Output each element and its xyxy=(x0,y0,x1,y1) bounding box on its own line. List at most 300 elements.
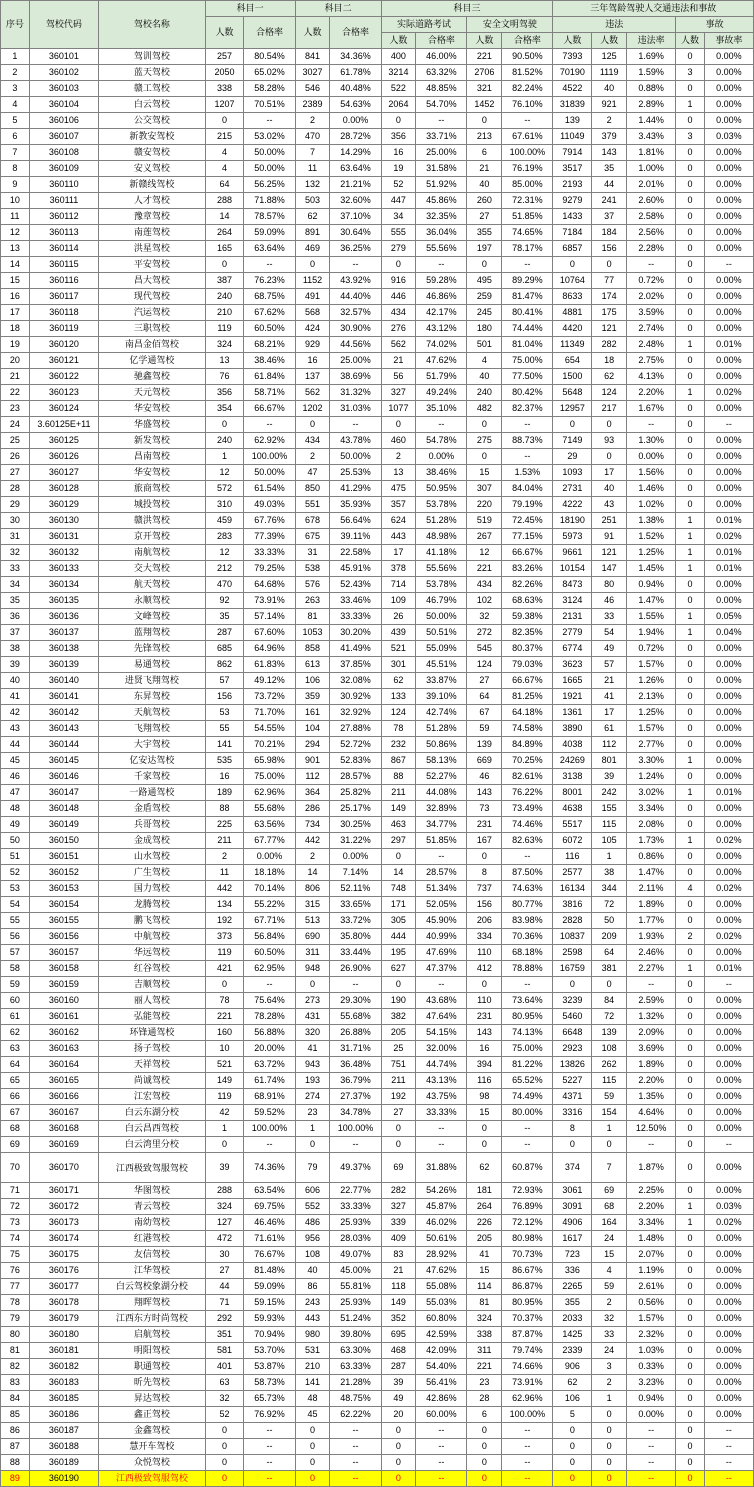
cell-subject1-pass: 62.96% xyxy=(244,785,295,801)
cell-subject1-pass: 63.54% xyxy=(244,1183,295,1199)
table-row[interactable] xyxy=(1,145,754,161)
cell-safe-people: 102 xyxy=(467,593,502,609)
table-row[interactable] xyxy=(1,1407,754,1423)
table-row[interactable] xyxy=(1,241,754,257)
table-row[interactable] xyxy=(1,737,754,753)
cell-safe-pass: 81.52% xyxy=(502,65,553,81)
cell-road-people: 695 xyxy=(381,1327,416,1343)
cell-road-people: 327 xyxy=(381,1199,416,1215)
table-row[interactable] xyxy=(1,49,754,65)
cell-subject1-pass: 59.09% xyxy=(244,225,295,241)
table-row[interactable] xyxy=(1,1057,754,1073)
cell-subject2-people: 47 xyxy=(295,465,330,481)
cell-safe-people: 2706 xyxy=(467,65,502,81)
cell-accident-people: 0 xyxy=(676,1407,705,1423)
cell-index: 71 xyxy=(1,1183,30,1199)
table-row[interactable] xyxy=(1,993,754,1009)
cell-accident-rate: 0.00% xyxy=(704,369,753,385)
cell-accident-rate: 0.00% xyxy=(704,721,753,737)
cell-index: 41 xyxy=(1,689,30,705)
cell-accident-rate: 0.00% xyxy=(704,65,753,81)
cell-subject2-people: 263 xyxy=(295,593,330,609)
table-row[interactable] xyxy=(1,609,754,625)
table-row[interactable] xyxy=(1,865,754,881)
table-row[interactable] xyxy=(1,449,754,465)
cell-accident-rate: 0.01% xyxy=(704,785,753,801)
cell-index: 54 xyxy=(1,897,30,913)
cell-safe-pass: 83.26% xyxy=(502,561,553,577)
cell-road-pass: 31.88% xyxy=(416,1153,467,1183)
table-row[interactable] xyxy=(1,849,754,865)
cell-safe-pass: 64.18% xyxy=(502,705,553,721)
table-row[interactable] xyxy=(1,321,754,337)
cell-road-people: 382 xyxy=(381,1009,416,1025)
cell-violation-rate: -- xyxy=(627,977,676,993)
cell-violation-people: 209 xyxy=(592,929,627,945)
cell-safe-people: 0 xyxy=(467,849,502,865)
cell-safe-pass: 80.95% xyxy=(502,1295,553,1311)
cell-subject1-pass: -- xyxy=(244,977,295,993)
cell-violation-people: 59 xyxy=(592,1279,627,1295)
table-row[interactable] xyxy=(1,1311,754,1327)
cell-subject2-pass: 32.60% xyxy=(330,193,381,209)
cell-subject2-people: 538 xyxy=(295,561,330,577)
cell-safe-pass: 68.18% xyxy=(502,945,553,961)
cell-violation-people: 1 xyxy=(592,849,627,865)
cell-road-pass: 51.79% xyxy=(416,369,467,385)
table-row[interactable] xyxy=(1,641,754,657)
cell-accident-people: 1 xyxy=(676,545,705,561)
cell-safe-people: 0 xyxy=(467,113,502,129)
cell-school-code: 360177 xyxy=(29,1279,99,1295)
table-row[interactable] xyxy=(1,97,754,113)
cell-road-pass: 50.00% xyxy=(416,609,467,625)
cell-subject2-people: 40 xyxy=(295,1263,330,1279)
cell-subject1-pass: 53.70% xyxy=(244,1343,295,1359)
header-violation-group: 违法 xyxy=(553,17,676,33)
table-row[interactable] xyxy=(1,529,754,545)
cell-subject1-pass: 73.91% xyxy=(244,593,295,609)
cell-violation-rate: 2.11% xyxy=(627,881,676,897)
table-row[interactable] xyxy=(1,1025,754,1041)
cell-violation-people: 124 xyxy=(592,385,627,401)
cell-accident-people: 4 xyxy=(676,881,705,897)
cell-index: 51 xyxy=(1,849,30,865)
cell-safe-pass: 81.04% xyxy=(502,337,553,353)
cell-subject1-people: 2050 xyxy=(205,65,244,81)
table-row[interactable] xyxy=(1,161,754,177)
table-row[interactable] xyxy=(1,353,754,369)
table-row[interactable] xyxy=(1,1471,754,1487)
table-row[interactable] xyxy=(1,113,754,129)
cell-subject2-pass: 33.44% xyxy=(330,945,381,961)
table-row[interactable] xyxy=(1,337,754,353)
cell-road-pass: 42.74% xyxy=(416,705,467,721)
cell-road-pass: 43.13% xyxy=(416,1073,467,1089)
cell-violation-rate: 1.59% xyxy=(627,65,676,81)
table-row[interactable] xyxy=(1,977,754,993)
cell-violation-total: 11349 xyxy=(553,337,592,353)
cell-school-name: 新教安驾校 xyxy=(99,129,205,145)
cell-index: 6 xyxy=(1,129,30,145)
cell-subject1-people: 442 xyxy=(205,881,244,897)
cell-subject1-pass: 78.57% xyxy=(244,209,295,225)
cell-road-people: 232 xyxy=(381,737,416,753)
table-row[interactable] xyxy=(1,225,754,241)
table-row[interactable] xyxy=(1,273,754,289)
cell-index: 20 xyxy=(1,353,30,369)
table-row[interactable] xyxy=(1,817,754,833)
table-row[interactable] xyxy=(1,1375,754,1391)
table-row[interactable] xyxy=(1,961,754,977)
table-row[interactable] xyxy=(1,577,754,593)
cell-school-code: 360117 xyxy=(29,289,99,305)
cell-subject1-pass: 65.73% xyxy=(244,1391,295,1407)
cell-violation-rate: 2.07% xyxy=(627,1247,676,1263)
table-row[interactable] xyxy=(1,657,754,673)
cell-road-pass: 58.13% xyxy=(416,753,467,769)
table-row[interactable] xyxy=(1,481,754,497)
cell-accident-people: 1 xyxy=(676,561,705,577)
table-row[interactable] xyxy=(1,1423,754,1439)
table-row[interactable] xyxy=(1,721,754,737)
cell-subject1-pass: 53.87% xyxy=(244,1359,295,1375)
table-row[interactable] xyxy=(1,1073,754,1089)
header-road-people: 人数 xyxy=(381,33,416,49)
cell-subject2-pass: 45.00% xyxy=(330,1263,381,1279)
cell-accident-people: 0 xyxy=(676,1137,705,1153)
cell-school-code: 360115 xyxy=(29,257,99,273)
table-row[interactable] xyxy=(1,1327,754,1343)
cell-school-code: 360169 xyxy=(29,1137,99,1153)
cell-violation-total: 4638 xyxy=(553,801,592,817)
cell-index: 8 xyxy=(1,161,30,177)
table-row[interactable] xyxy=(1,785,754,801)
cell-subject2-pass: 30.64% xyxy=(330,225,381,241)
cell-index: 22 xyxy=(1,385,30,401)
cell-subject1-pass: 70.21% xyxy=(244,737,295,753)
table-row[interactable] xyxy=(1,1439,754,1455)
cell-road-pass: 51.28% xyxy=(416,721,467,737)
cell-safe-people: 501 xyxy=(467,337,502,353)
cell-safe-pass: 81.47% xyxy=(502,289,553,305)
table-row[interactable] xyxy=(1,1199,754,1215)
cell-subject1-people: 421 xyxy=(205,961,244,977)
cell-school-code: 360154 xyxy=(29,897,99,913)
cell-road-people: 0 xyxy=(381,849,416,865)
cell-road-people: 88 xyxy=(381,769,416,785)
cell-accident-people: 0 xyxy=(676,1231,705,1247)
table-row[interactable] xyxy=(1,881,754,897)
cell-road-people: 20 xyxy=(381,1407,416,1423)
table-row[interactable] xyxy=(1,433,754,449)
cell-accident-people: 0 xyxy=(676,1041,705,1057)
table-row[interactable] xyxy=(1,1295,754,1311)
table-row[interactable] xyxy=(1,1215,754,1231)
cell-violation-people: 64 xyxy=(592,945,627,961)
cell-school-name: 飞翔驾校 xyxy=(99,721,205,737)
cell-accident-people: 0 xyxy=(676,497,705,513)
cell-subject2-people: 486 xyxy=(295,1215,330,1231)
cell-subject2-people: 1152 xyxy=(295,273,330,289)
cell-violation-people: 41 xyxy=(592,689,627,705)
cell-violation-total: 336 xyxy=(553,1263,592,1279)
table-row[interactable] xyxy=(1,1359,754,1375)
cell-violation-people: 57 xyxy=(592,657,627,673)
cell-subject2-pass: 25.93% xyxy=(330,1215,381,1231)
table-row[interactable] xyxy=(1,625,754,641)
cell-road-pass: 54.15% xyxy=(416,1025,467,1041)
cell-road-pass: 32.00% xyxy=(416,1041,467,1057)
table-row[interactable] xyxy=(1,673,754,689)
cell-school-name: 进贤飞翔驾校 xyxy=(99,673,205,689)
table-row[interactable] xyxy=(1,1455,754,1471)
cell-subject2-people: 112 xyxy=(295,769,330,785)
cell-violation-rate: 1.67% xyxy=(627,401,676,417)
table-row[interactable] xyxy=(1,1121,754,1137)
cell-road-pass: 59.28% xyxy=(416,273,467,289)
cell-index: 36 xyxy=(1,609,30,625)
cell-accident-people: 0 xyxy=(676,113,705,129)
header-violation-total: 人数 xyxy=(553,33,592,49)
table-row[interactable] xyxy=(1,369,754,385)
cell-safe-people: 15 xyxy=(467,465,502,481)
cell-road-pass: 50.51% xyxy=(416,625,467,641)
table-row[interactable] xyxy=(1,193,754,209)
cell-road-pass: 51.28% xyxy=(416,513,467,529)
cell-subject1-people: 39 xyxy=(205,1153,244,1183)
cell-subject1-pass: 61.74% xyxy=(244,1073,295,1089)
cell-subject1-pass: 56.88% xyxy=(244,1025,295,1041)
cell-road-people: 305 xyxy=(381,913,416,929)
table-row[interactable] xyxy=(1,1041,754,1057)
cell-subject1-people: 160 xyxy=(205,1025,244,1041)
cell-accident-rate: 0.00% xyxy=(704,1009,753,1025)
table-row[interactable] xyxy=(1,1183,754,1199)
cell-safe-people: 114 xyxy=(467,1279,502,1295)
cell-road-people: 52 xyxy=(381,177,416,193)
cell-road-pass: 55.08% xyxy=(416,1279,467,1295)
cell-school-name: 众悦驾校 xyxy=(99,1455,205,1471)
table-row[interactable] xyxy=(1,545,754,561)
table-row[interactable] xyxy=(1,65,754,81)
cell-safe-pass: 82.37% xyxy=(502,401,553,417)
table-row[interactable] xyxy=(1,1391,754,1407)
cell-road-pass: 52.05% xyxy=(416,897,467,913)
cell-violation-total: 62 xyxy=(553,1375,592,1391)
table-row[interactable] xyxy=(1,801,754,817)
cell-subject2-pass: 30.90% xyxy=(330,321,381,337)
cell-accident-rate: 0.00% xyxy=(704,1231,753,1247)
table-row[interactable] xyxy=(1,209,754,225)
cell-subject2-people: 690 xyxy=(295,929,330,945)
cell-road-pass: 51.92% xyxy=(416,177,467,193)
table-row[interactable] xyxy=(1,913,754,929)
table-row[interactable] xyxy=(1,81,754,97)
cell-violation-people: 139 xyxy=(592,1025,627,1041)
cell-violation-total: 106 xyxy=(553,1391,592,1407)
table-row[interactable] xyxy=(1,753,754,769)
cell-accident-rate: 0.00% xyxy=(704,1375,753,1391)
table-row[interactable] xyxy=(1,561,754,577)
table-row[interactable] xyxy=(1,1089,754,1105)
cell-subject2-pass: 31.32% xyxy=(330,385,381,401)
table-row[interactable] xyxy=(1,945,754,961)
cell-subject1-people: 13 xyxy=(205,353,244,369)
header-subject2-people: 人数 xyxy=(295,17,330,49)
cell-subject2-people: 562 xyxy=(295,385,330,401)
cell-road-people: 13 xyxy=(381,465,416,481)
cell-safe-pass: 86.67% xyxy=(502,1263,553,1279)
cell-safe-people: 519 xyxy=(467,513,502,529)
cell-subject1-people: 11 xyxy=(205,865,244,881)
cell-safe-pass: 76.19% xyxy=(502,161,553,177)
cell-subject1-people: 57 xyxy=(205,673,244,689)
cell-violation-total: 0 xyxy=(553,977,592,993)
cell-subject1-people: 10 xyxy=(205,1041,244,1057)
cell-road-pass: 51.34% xyxy=(416,881,467,897)
table-row[interactable] xyxy=(1,929,754,945)
cell-index: 9 xyxy=(1,177,30,193)
table-row[interactable] xyxy=(1,129,754,145)
cell-subject1-people: 35 xyxy=(205,609,244,625)
table-row[interactable] xyxy=(1,385,754,401)
table-row[interactable] xyxy=(1,705,754,721)
cell-violation-people: 0 xyxy=(592,1455,627,1471)
cell-road-people: 21 xyxy=(381,1263,416,1279)
table-row[interactable] xyxy=(1,305,754,321)
cell-school-name: 吉顺驾校 xyxy=(99,977,205,993)
cell-safe-pass: -- xyxy=(502,417,553,433)
table-row[interactable] xyxy=(1,497,754,513)
table-row[interactable] xyxy=(1,465,754,481)
cell-road-people: 149 xyxy=(381,801,416,817)
table-row[interactable] xyxy=(1,1009,754,1025)
cell-school-code: 360186 xyxy=(29,1407,99,1423)
table-row[interactable] xyxy=(1,769,754,785)
cell-subject2-pass: 33.33% xyxy=(330,1199,381,1215)
cell-school-name: 现代驾校 xyxy=(99,289,205,305)
cell-violation-total: 2731 xyxy=(553,481,592,497)
cell-accident-rate: 0.05% xyxy=(704,609,753,625)
table-row[interactable] xyxy=(1,1105,754,1121)
header-violation-people: 人数 xyxy=(592,33,627,49)
table-row[interactable] xyxy=(1,1263,754,1279)
cell-road-people: 475 xyxy=(381,481,416,497)
cell-school-name: 蓝天驾校 xyxy=(99,65,205,81)
cell-subject1-pass: 74.36% xyxy=(244,1153,295,1183)
table-row[interactable] xyxy=(1,289,754,305)
cell-safe-pass: 74.63% xyxy=(502,881,553,897)
table-row[interactable] xyxy=(1,177,754,193)
cell-subject1-pass: 70.94% xyxy=(244,1327,295,1343)
table-row[interactable] xyxy=(1,897,754,913)
cell-school-code: 360142 xyxy=(29,705,99,721)
cell-violation-rate: -- xyxy=(627,1471,676,1487)
cell-subject2-people: 273 xyxy=(295,993,330,1009)
table-row[interactable] xyxy=(1,257,754,273)
cell-safe-people: 0 xyxy=(467,1423,502,1439)
table-row[interactable] xyxy=(1,401,754,417)
cell-accident-rate: 0.00% xyxy=(704,1391,753,1407)
cell-violation-rate: 2.08% xyxy=(627,817,676,833)
cell-accident-people: 0 xyxy=(676,1247,705,1263)
cell-violation-rate: 2.48% xyxy=(627,337,676,353)
cell-violation-total: 7393 xyxy=(553,49,592,65)
cell-index: 62 xyxy=(1,1025,30,1041)
cell-safe-pass: 51.85% xyxy=(502,209,553,225)
table-row[interactable] xyxy=(1,593,754,609)
cell-accident-rate: 0.00% xyxy=(704,289,753,305)
cell-safe-pass: -- xyxy=(502,257,553,273)
cell-violation-people: 32 xyxy=(592,1311,627,1327)
cell-subject2-people: 1202 xyxy=(295,401,330,417)
cell-subject2-pass: -- xyxy=(330,977,381,993)
cell-school-name: 职通驾校 xyxy=(99,1359,205,1375)
cell-subject2-people: 108 xyxy=(295,1247,330,1263)
cell-road-pass: -- xyxy=(416,417,467,433)
cell-safe-people: 264 xyxy=(467,1199,502,1215)
cell-school-code: 360182 xyxy=(29,1359,99,1375)
cell-subject2-people: 2 xyxy=(295,113,330,129)
cell-school-name: 新赣线驾校 xyxy=(99,177,205,193)
cell-subject2-pass: 44.40% xyxy=(330,289,381,305)
cell-subject1-pass: 70.51% xyxy=(244,97,295,113)
cell-index: 31 xyxy=(1,529,30,545)
table-row[interactable] xyxy=(1,1279,754,1295)
cell-accident-rate: 0.02% xyxy=(704,833,753,849)
table-row[interactable] xyxy=(1,833,754,849)
cell-school-name: 亿安达驾校 xyxy=(99,753,205,769)
cell-subject2-pass: 28.72% xyxy=(330,129,381,145)
cell-accident-people: 0 xyxy=(676,369,705,385)
cell-safe-pass: 79.03% xyxy=(502,657,553,673)
cell-violation-people: 164 xyxy=(592,1215,627,1231)
cell-safe-pass: 86.87% xyxy=(502,1279,553,1295)
table-row[interactable] xyxy=(1,1153,754,1183)
table-row[interactable] xyxy=(1,1231,754,1247)
cell-violation-people: 2 xyxy=(592,1295,627,1311)
cell-safe-pass: 74.49% xyxy=(502,1089,553,1105)
cell-school-name: 白云驾校 xyxy=(99,97,205,113)
table-row[interactable] xyxy=(1,1247,754,1263)
table-row[interactable] xyxy=(1,689,754,705)
cell-violation-people: 72 xyxy=(592,897,627,913)
table-row[interactable] xyxy=(1,417,754,433)
table-row[interactable] xyxy=(1,513,754,529)
cell-index: 7 xyxy=(1,145,30,161)
cell-subject2-pass: 50.00% xyxy=(330,449,381,465)
cell-school-code: 360133 xyxy=(29,561,99,577)
cell-school-name: 新发驾校 xyxy=(99,433,205,449)
table-row[interactable] xyxy=(1,1137,754,1153)
cell-subject1-people: 257 xyxy=(205,49,244,65)
cell-subject1-people: 12 xyxy=(205,465,244,481)
cell-road-people: 522 xyxy=(381,81,416,97)
table-row[interactable] xyxy=(1,1343,754,1359)
cell-subject1-pass: 18.18% xyxy=(244,865,295,881)
cell-violation-total: 2339 xyxy=(553,1343,592,1359)
cell-school-code: 360156 xyxy=(29,929,99,945)
cell-accident-people: 0 xyxy=(676,1295,705,1311)
cell-safe-pass: 73.91% xyxy=(502,1375,553,1391)
cell-school-name: 南航驾校 xyxy=(99,545,205,561)
cell-violation-total: 3890 xyxy=(553,721,592,737)
cell-safe-people: 27 xyxy=(467,673,502,689)
cell-accident-people: 0 xyxy=(676,145,705,161)
cell-school-name: 华安驾校 xyxy=(99,465,205,481)
cell-safe-pass: 1.53% xyxy=(502,465,553,481)
